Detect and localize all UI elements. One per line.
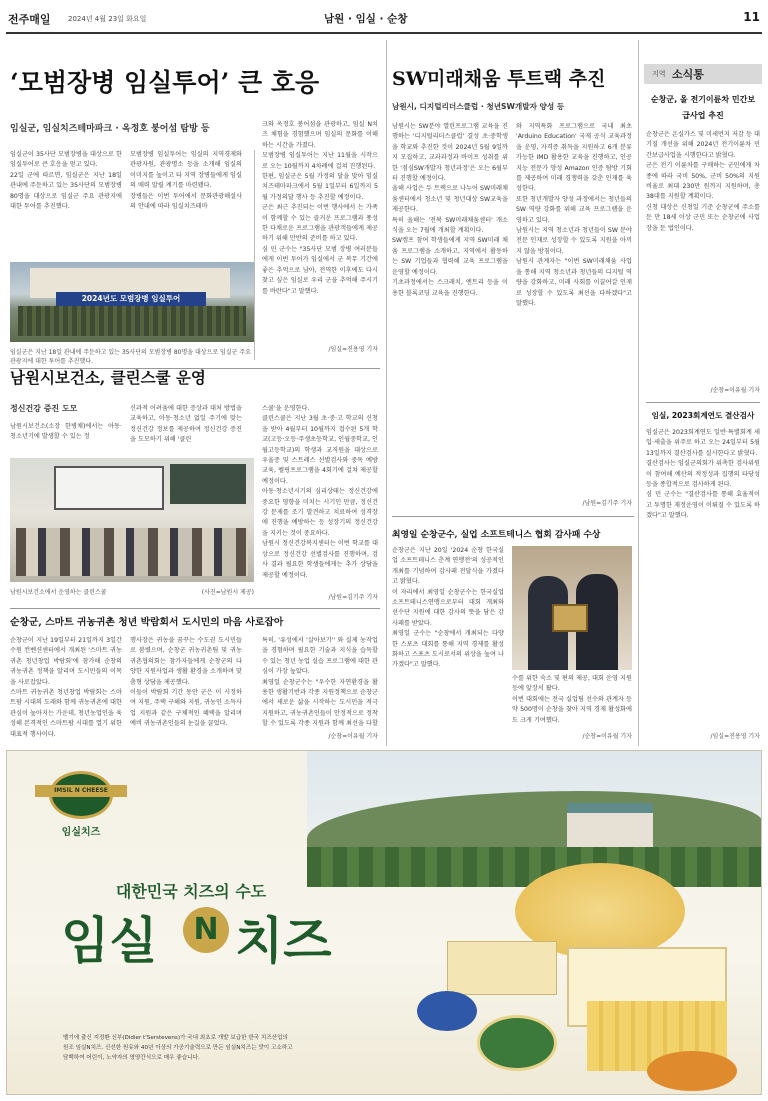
article2-caption: 남원시보건소에서 운영하는 클린스쿨 <box>10 589 107 596</box>
sidebar-divider <box>638 40 639 746</box>
sidebar-item1-body: 순창군은 온실가스 및 미세먼지 저감 등 대기질 개선을 위해 2024년 전기이륜차 민간보급사업을 시행한다고 밝혔다. 군은 전기 이륜차를 구매하는 군민에게 차종에 따라 국비 50%, 군비 50%의 지원 비율로 최대 230만 원까지 지원하며, 총 38대를 지원할 계획이다. 신청 대상은 신청일 기준 순창군에 주소를 둔 만 18세 이상 군민 또는 순창군에 사업장을 둔 법인이다. <box>646 131 760 232</box>
ad-word-imsil: 임실 <box>61 912 158 970</box>
article5-col2: 수를 위한 숙소 및 편의 제공, 대회 운영 지원 등에 앞장서 왔다. 이번 대회에는 전국 실업팀 선수와 관계자 등 약 500명이 순창을 찾아 지역 경제 활성화에도 크게 기여했다. <box>512 675 632 724</box>
column-divider <box>386 40 387 746</box>
sidebar-item1-byline: /순창=이유월 기자 <box>710 387 760 394</box>
article2-col2: 신과적 어려움에 대한 증상과 대처 방법을 교육하고, 아동·청소년 없일 주기에 맞는 정신건강 정보를 제공하여 정신건강 증진을 도모하기 위해 '클린 <box>130 405 242 444</box>
divider <box>392 516 634 517</box>
article2-headline: 남원시보건소, 클린스쿨 운영 <box>10 368 206 387</box>
sidebar-header <box>644 64 762 84</box>
article4-byline: /남원=김기주 기자 <box>582 500 632 507</box>
ad-desc-line3: 담백하여 어린이, 노약자의 영양간식으로 매우 좋습니다. <box>63 1055 200 1061</box>
photo-plaque <box>552 604 588 632</box>
ad-castle <box>567 803 653 849</box>
ad-cheese-pack-blue <box>417 991 477 1031</box>
divider <box>646 402 760 403</box>
photo-soldiers <box>18 306 246 336</box>
article4-subhead: 남원시, 디지털리더스클럽 · 청년SW개발자 양성 등 <box>392 102 565 111</box>
article2-subhead: 정신건강 증진 도모 <box>10 404 78 413</box>
photo-students <box>16 528 248 576</box>
ad-logo <box>35 767 127 837</box>
sidebar-tag: 지역 <box>652 70 666 78</box>
ad-description <box>63 1033 363 1063</box>
article1-col2: 모범장병 임실투어는 임실의 지역경제와 관광자원, 관광명소 등을 소개해 임실의 이미지를 높이고 타 지역 장병들에게 임실의 매력 알릴 계기를 마련됐다. 장병들은 이번 투어에서 문화관광해설사의 안내에 따라 임실치즈테마 <box>130 151 242 211</box>
article1-byline: /임실=진용영 기자 <box>328 346 378 353</box>
photo-screen <box>54 466 164 510</box>
article3-col1: 순창군이 지난 19일부터 21일까지 3일간 수원 컨벤션센터에서 개최된 '스마트 귀농귀촌 청년창업 박람회'에 참가해 순창의 귀농귀촌 정책을 알리며 도시민들의 이목을 사로잡았다. 스마트 귀농귀촌 청년창업 박람회는 스마트팜 시대의 도래와 함께 귀농귀촌에 대한 관심이 높아지는 가운데, 청년농업인을 육성해 본격적인 스마트팜 시대를 열기 위한 대표적 행사이다. <box>10 637 122 738</box>
article4-headline: SW미래채움 투트랙 추진 <box>392 68 606 90</box>
ad-wordmark <box>61 901 341 970</box>
divider <box>10 608 380 609</box>
sidebar-item1-title: 순창군, 올 전기이륜차 민간보급사업 추진 <box>650 95 756 120</box>
ad-desc-line2: 원조 임실N치즈. 신선한 원유와 40년 이상의 가공기술력으로 만든 임실N치즈는 맛이 고소하고 <box>63 1045 293 1051</box>
article2-col3: 스쿨'을 운영한다. 클린스쿨은 지난 3월 초·중·고 학교의 신청을 받아 4월부터 10월까지 접수된 5개 학교(고등·오등·주생초등학교, 인월중학교, 인월고등학교)의 학생과 교직원을 대상으로 우울증 및 스트레스 선별검사와 중독 예방교육, 펠링프로그램을 4회기에 걸쳐 제공할 예정이다. 아동·청소년시기의 심리상태는 정신건강에 중요한 영향을 미치는 시기인 만큼, 정신건강 문제를 조기 발견하고 치료하여 성격장애 진행을 예방하는 등 성장기의 정신건강을 지키는 것이 중요하다. 남원시 정신건강복지센터는 이번 학교를 대상으로 정신건강 선별검사를 진행하며, 검사 결과 필요한 학생들에게는 추가 상담을 제공할 예정이다. <box>262 405 378 579</box>
article2-credit: (사진=남원시 제공) <box>201 589 254 596</box>
ad-n-badge: N <box>183 907 229 953</box>
article5-photo <box>512 546 632 670</box>
sidebar-title: 소식통 <box>672 68 704 81</box>
ad-logo-ribbon: IMSIL N CHEESE <box>35 785 127 797</box>
article1-headline: ‘모범장병 임실투어’ 큰 호응 <box>10 68 320 97</box>
ad-word-cheese: 치즈 <box>235 912 332 970</box>
col-rule <box>254 150 255 360</box>
article4-col2: 와 지역특화 프로그램으로 국내 최초 'Arduino Education' 국제 공식 교육과정을 운영, 자격증 취득을 지원하고 6개 분류 가능한 IMD 활용한 교육을 진행하고, 인공지능 전문가 양성 Amazon 인증 탐방 기회를 제공하여 미래 경쟁력을 갖춘 인재를 육성한다. 또한 청년개발자 양성 과정에서는 청년들의 SW 역량 강화를 위해 교육 프로그램을 운영하고 있다. 남원시는 지역 청소년과 청년들이 SW 분야 전문 인재로 성장할 수 있도록 지원을 아끼지 않을 방침이다. 남원시 관계자는 "이번 SW미래채움 사업을 통해 지역 청소년과 청년들의 디지털 역량을 강화하고, 미래 사회를 이끌어갈 인재로 성장할 수 있도록 최선을 다하겠다"고 말했다. <box>516 123 632 307</box>
sidebar-item2-title: 임실, 2023회계연도 결산검사 <box>651 411 755 420</box>
article5-col1: 순창군은 지난 20일 '2024 순창 한국실업 소프트테니스 춘계 연맹전'의 성공적인 개최를 기념하여 감사패 전달식을 가졌다고 밝혔다. 이 자리에서 최영일 순창군수는 한국실업소프트테니스연맹으로부터 대회 개최와 선수단 지원에 대한 감사의 뜻을 담은 감사패를 받았다. 최영일 군수는 "순창에서 개최되는 다양한 스포츠 대회를 통해 지역 경제를 활성화하고 스포츠 도시로서의 위상을 높여 나가겠다"고 말했다. <box>392 547 504 669</box>
ad-cheese-block <box>447 941 557 995</box>
article5-headline: 최영일 순창군수, 실업 소프트테니스 협회 감사패 수상 <box>392 530 601 540</box>
article5-byline: /순창=이유월 기자 <box>582 733 632 740</box>
article1-subhead: 임실군, 임실치즈테마파크 · 옥정호 붕어섬 탐방 등 <box>10 124 210 134</box>
article2-col1: 남원시보건소(소장 한병채)에서는 아동·청소년기에 발생할 수 있는 정 <box>10 423 122 441</box>
article1-col1: 임실군이 35사단 모범장병을 대상으로 한 임실투어로 큰 호응을 얻고 있다. 22일 군에 따르면, 임실군은 지난 18일 관내에 주둔하고 있는 35사단의 모범장병 80명을 대상으로 임실군 주요 관광지에 대한 투어를 추진했다. <box>10 151 122 211</box>
article1-col3: 크와 옥정호 붕어섬을 관광하고, 임실 N치즈 체험을 경험했으며 임실의 문화를 이해하는 시간을 가졌다. 모범장병 임실투어는 지난 11월을 시작으로 오는 10월까지 4차례에 걸쳐 진행된다. 한편, 임실군은 5월 가정의 달을 맞아 임실치즈테마파크에서 5월 1일부터 6일까지 5월 가정의달 행사 등 추진할 예정이다. 군은 최근 추진되는 이번 행사에서 는 가족이 함께할 수 있는 즐거운 프로그램과 풍성한 다채로운 프로그램을 관광객들에게 제공하기 위해 만반의 준비를 하고 있다. 심 민 군수는 "35사단 모범 장병 여러분들에게 이번 투어가 임실에서 군 복무 기간에 좋은 추억으로 남아, 전역한 이후에도 다시 찾고 싶은 임실로 우리 군을 추억해 주시기를 바란다"고 말했다. <box>262 121 378 295</box>
ad-desc-line1: 벨기에 출신 지정환 신부(Didier t'Serstevens)가 국내 최초로 개발 보급한 한국 치즈산업의 <box>63 1035 288 1041</box>
ad-tagline: 대한민국 치즈의 수도 <box>115 882 267 901</box>
ad-cheese-pack-orange <box>647 1051 737 1091</box>
masthead-rule <box>6 32 762 34</box>
article3-headline: 순창군, 스마트 귀농귀촌 청년 박람회서 도시민의 마음 사로잡아 <box>10 617 284 628</box>
article1-photo <box>10 262 254 342</box>
article4-col1: 남원시는 SW분야 열린프로그램 교육을 진행하는 '디지털리더스클럽' 결성 초·중학생을 학교와 추진한 것이 2024년 5월 9일까지 모집하고, 교과과정과 바이프 성취를 위한 '점심SW개발자 청년과정'은 오는 6월부터 진행할 예정이다. 올해 사업은 두 트랙으로 나누어 SW미래채움센터에서 청소년 및 청년대상 SW교육을 제공한다. 특히 올해는 '전북 SW미래채움센터' 개소식을 오는 7월에 개최할 계획이다. SW캠프 참여 학생들에게 지역 SW미래 채움 프로그램을 소개하고, 지역에서 활동하는 SW 기업들과 협력해 교육 프로그램을 운영할 예정이다. 기초과정에서는 스크래치, 엔트리 등을 이용한 블록코딩 교육을 진행한다. <box>392 123 508 297</box>
section-name: 남원 · 임실 · 순창 <box>324 13 408 25</box>
article3-byline: /순창=이유월 기자 <box>328 733 378 740</box>
ad-cheese-pack-green <box>477 1015 557 1071</box>
sidebar-item2-body: 임실군은 2023회계연도 일반·특별회계 세입·세출을 위주로 하고 오는 24일부터 5월 13일까지 결산검사를 실시한다고 밝혔다. 결산검사는 임실군의회가 위촉한 검사위원이 참여해 예산의 적정성과 집행의 타당성 등을 종합적으로 검사하게 된다. 심 민 군수는 "결산검사를 통해 효율적이고 투명한 재정운영이 이뤄질 수 있도록 하겠다"고 말했다. <box>646 429 760 520</box>
photo-board <box>170 464 246 504</box>
issue-date: 2024년 4월 23일 화요일 <box>68 15 147 23</box>
article2-photo <box>10 458 254 582</box>
page-number: 11 <box>743 10 760 24</box>
article3-col3: 특히, '유성에서 '살아보기'' 와 실제 농작업을 경험하며 필요한 기술과 지식을 습득할 수 있는 청년 농업 실습 프로그램에 대한 관심이 가장 높았다. 최영일 순창군수는 "우수한 자연환경을 활용한 생활기반과 각종 지원정책으로 순창군에서 새로운 삶을 시작하는 도시민을 적극 지원하고, 귀농귀촌인들이 안정적으로 정착할 수 있도록 각종 지원과 함께 최선을 다할 <box>262 637 378 728</box>
masthead <box>6 8 762 30</box>
article2-byline: /남원=김기주 기자 <box>328 594 378 601</box>
paper-name: 전주매일 <box>8 13 51 26</box>
ad-brand-small: 임실치즈 <box>61 827 101 838</box>
article3-col2: 행사장은 귀농을 꿈꾸는 수도권 도시민들로 붐볐으며, 순창군 귀농귀촌팀 및 귀농귀촌협의회는 참가자들에게 순창군의 다양한 지원사업과 생활 환경을 소개하며 맞춤형 상담을 제공했다. 이들이 박람회 기간 동안 군은 이 시정하여 지원, 주택 구해와 지원, 귀농인 소득사업 지원과 같은 구체적인 혜택을 알리며 예비 귀농귀촌인들의 눈길을 끌었다. <box>130 637 242 728</box>
photo-banner: 2024년도 모범장병 임실투어 <box>56 292 206 306</box>
article1-caption: 임실군은 지난 18일 관내에 주둔하고 있는 35사단의 모범장병 80명을 대상으로 임실군 주요 관광지에 대한 투어를 추진했다. <box>10 349 251 365</box>
cheese-ad <box>6 750 762 1095</box>
sidebar-item2-byline: /임실=진용영 기자 <box>710 733 760 740</box>
